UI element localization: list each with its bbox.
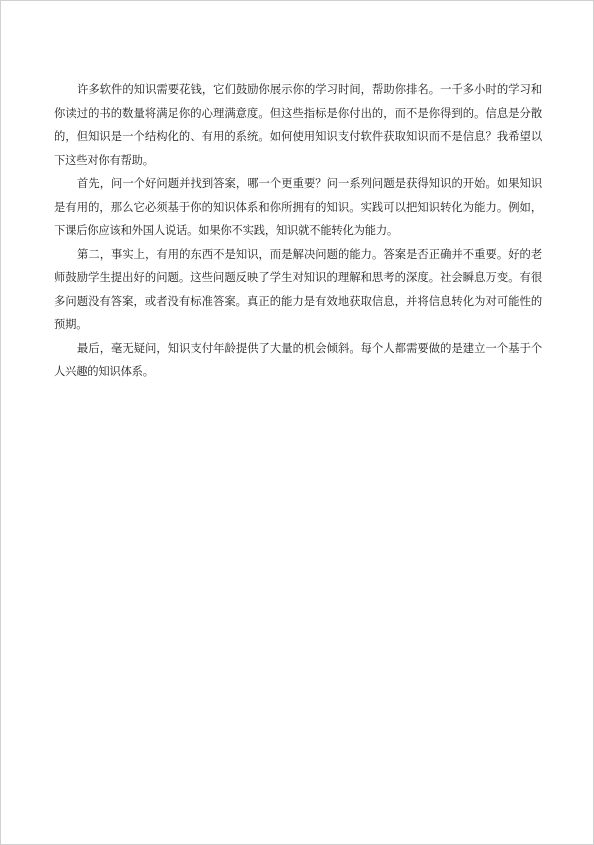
paragraph-second: 第二，事实上，有用的东西不是知识，而是解决问题的能力。答案是否正确并不重要。好的老师鼓励学生提出好的问题。这些问题反映了学生对知识的理解和思考的深度。社会瞬息万变。有很多问题没有答案，或者没有标准答案。真正的能力是有效地获取信息，并将信息转化为对可能性的预期。 <box>54 247 542 331</box>
paragraph-first: 首先，问一个好问题并找到答案，哪一个更重要？问一系列问题是获得知识的开始。如果知识是有用的，那么它必须基于你的知识体系和你所拥有的知识。实践可以把知识转化为能力。例如，下课后你应该和外国人说话。如果你不实践，知识就不能转化为能力。 <box>54 177 542 237</box>
document-body <box>54 78 542 384</box>
paragraph-intro: 许多软件的知识需要花钱，它们鼓励你展示你的学习时间，帮助你排名。一千多小时的学习和你读过的书的数量将满足你的心理满意度。但这些指标是你付出的，而不是你得到的。信息是分散的，但知识是一个结构化的、有用的系统。如何使用知识支付软件获取知识而不是信息？我希望以下这些对你有帮助。 <box>54 83 542 167</box>
paragraph-final: 最后，毫无疑问，知识支付年龄提供了大量的机会倾斜。每个人都需要做的是建立一个基于个人兴趣的知识体系。 <box>54 341 542 378</box>
